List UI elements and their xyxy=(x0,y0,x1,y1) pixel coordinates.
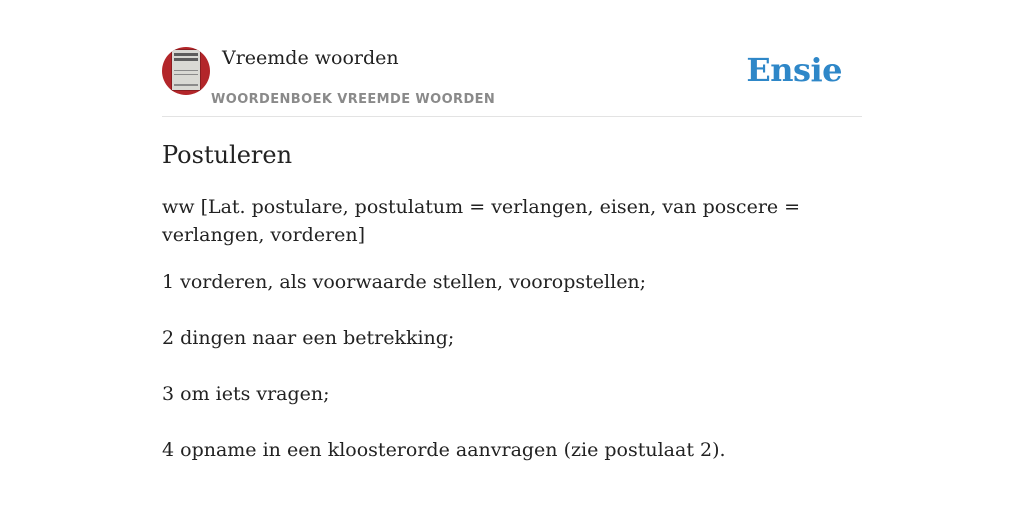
ensie-logo-link[interactable]: Ensie xyxy=(746,51,842,89)
entry-etymology: ww [Lat. postulare, postulatum = verlangen, eisen, van poscere = verlangen, vorderen] xyxy=(162,196,801,246)
entry-content xyxy=(162,139,862,464)
page-header xyxy=(162,0,862,117)
sense-item: 4 opname in een kloosterorde aanvragen (zie postulaat 2). xyxy=(162,439,726,461)
entry-term: Postuleren xyxy=(162,141,293,169)
dictionary-title-link[interactable]: Vreemde woorden xyxy=(222,47,399,69)
sense-item: 2 dingen naar een betrekking; xyxy=(162,327,455,349)
page-container xyxy=(162,0,862,492)
dictionary-book-cover-icon[interactable] xyxy=(162,47,210,95)
sense-item: 3 om iets vragen; xyxy=(162,383,330,405)
sense-list xyxy=(162,268,862,464)
dictionary-subtitle: WOORDENBOEK VREEMDE WOORDEN xyxy=(211,92,496,107)
sense-item: 1 vorderen, als voorwaarde stellen, vooropstellen; xyxy=(162,271,647,293)
